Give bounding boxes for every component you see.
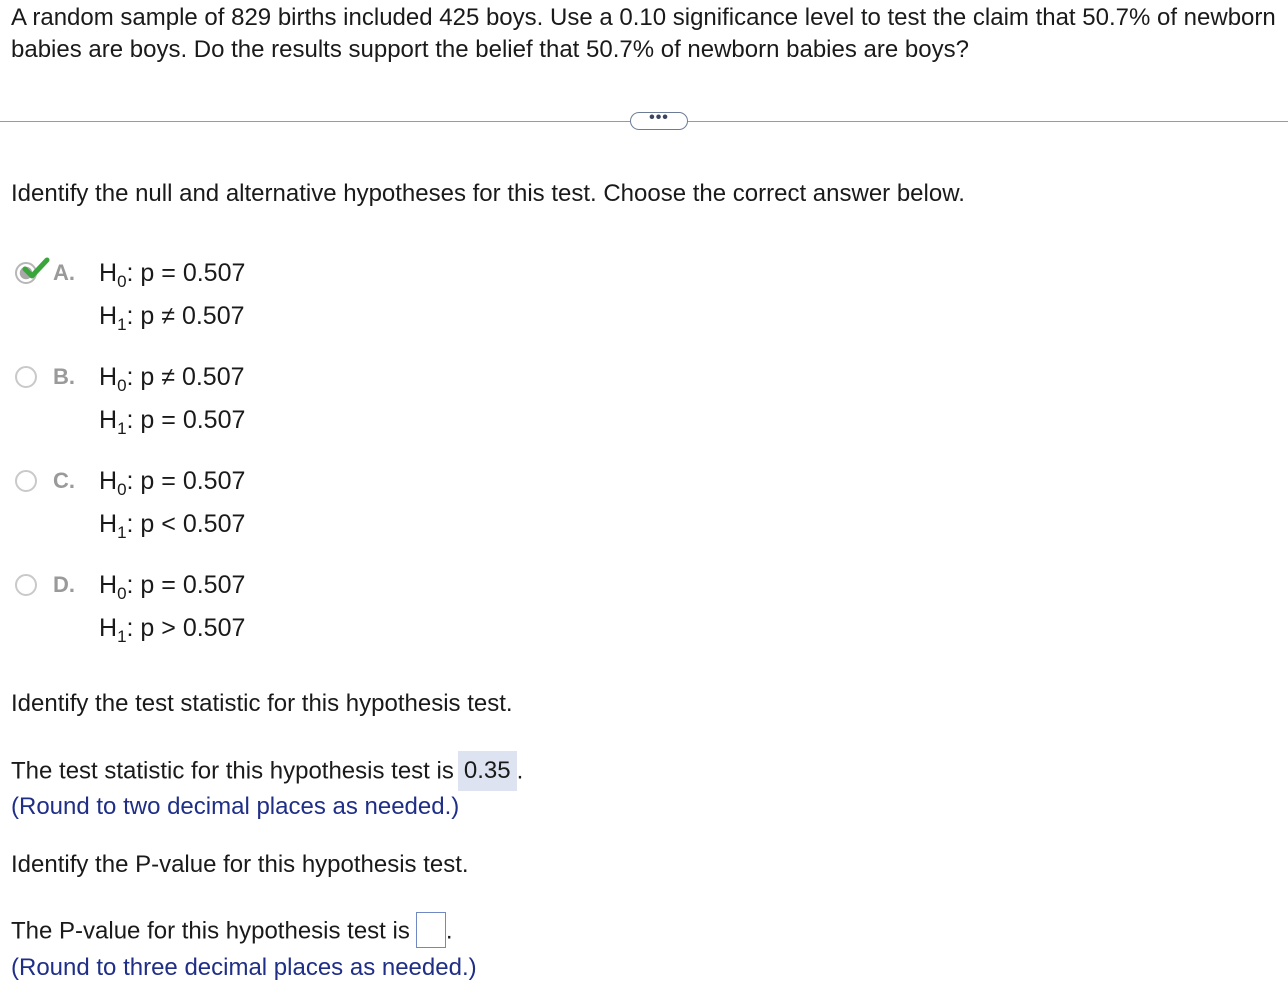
- null-hypothesis: $H_0$: p = 0.507: [99, 571, 246, 603]
- option-letter: C.: [53, 468, 75, 493]
- radio-option-d[interactable]: [15, 574, 37, 596]
- test-statistic-prompt: Identify the test statistic for this hypothesis test.: [11, 690, 513, 717]
- alternative-hypothesis: $H_1$: p < 0.507: [99, 510, 246, 542]
- alternative-hypothesis: $H_1$: p = 0.507: [99, 406, 246, 438]
- hypotheses-prompt: Identify the null and alternative hypotheses for this test. Choose the correct answer below.: [11, 180, 965, 207]
- check-icon: [21, 256, 51, 282]
- p-value-input[interactable]: [416, 912, 446, 948]
- alternative-hypothesis: $H_1$: p ≠ 0.507: [99, 302, 245, 334]
- rounding-hint: (Round to three decimal places as needed.): [11, 954, 477, 981]
- test-statistic-answer[interactable]: 0.35: [458, 751, 517, 791]
- alternative-hypothesis: $H_1$: p > 0.507: [99, 614, 246, 646]
- option-b[interactable]: [12, 362, 272, 448]
- null-hypothesis: $H_0$: p = 0.507: [99, 259, 246, 291]
- null-hypothesis: $H_0$: p = 0.507: [99, 467, 246, 499]
- radio-option-c[interactable]: [15, 470, 37, 492]
- option-a[interactable]: [12, 258, 272, 344]
- sentence-period: .: [445, 917, 453, 945]
- option-letter: A.: [53, 260, 75, 285]
- p-value-prompt: Identify the P-value for this hypothesis test.: [11, 851, 469, 878]
- null-hypothesis: $H_0$: p ≠ 0.507: [99, 363, 245, 395]
- rounding-hint: (Round to two decimal places as needed.): [11, 793, 460, 820]
- option-c[interactable]: [12, 466, 272, 552]
- ellipsis-icon: •••: [649, 109, 669, 126]
- p-value-sentence: The P-value for this hypothesis test is: [11, 917, 410, 945]
- option-letter: B.: [53, 364, 75, 389]
- question-text: A random sample of 829 births included 425 boys. Use a 0.10 significance level to test the claim that 50.7% of newborn babies are boys. Do the results support the belief that 50.7% of newborn babies are boys?: [11, 4, 1276, 63]
- test-statistic-sentence: The test statistic for this hypothesis test is: [11, 757, 454, 785]
- test-statistic-line: [11, 752, 523, 792]
- expand-button[interactable]: [630, 109, 688, 130]
- sentence-period: .: [516, 757, 524, 785]
- radio-option-b[interactable]: [15, 366, 37, 388]
- option-d[interactable]: [12, 570, 272, 656]
- p-value-line: [11, 914, 453, 950]
- option-letter: D.: [53, 572, 75, 597]
